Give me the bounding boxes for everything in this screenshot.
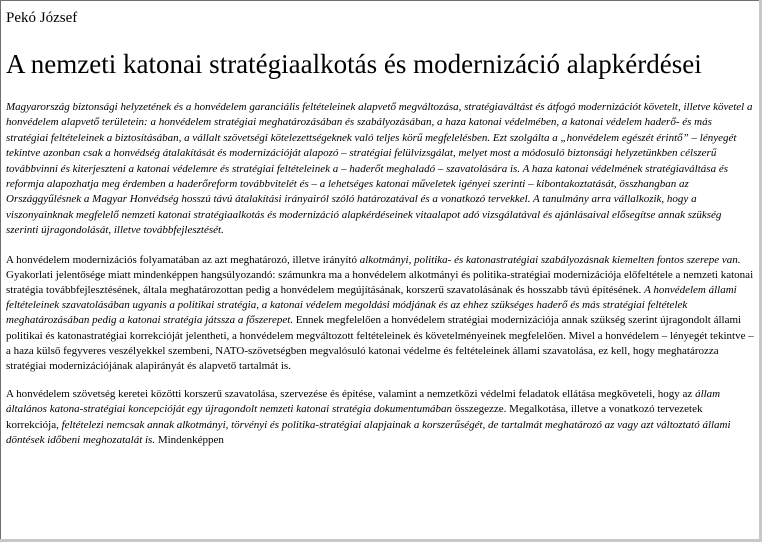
abstract-paragraph: Magyarország biztonsági helyzetének és a honvédelem garanciális feltételeinek alapvető megváltozása, stratégiaváltást és átfogó modernizációt követelt, illetve követel a honvédelem alapvető területein: a honvédelem stratégiai meghatározásában és szabályozásában, a haza katonai védelmében, a katonai védelem haderő- és más stratégiai feltételeinek a biztosításában, a vállalt szövetségi kötelezettségeknek való teljes körű megfelelésben. Ezt szolgálta a „honvédelem egészét érintő” – lényegét tekintve azonban csak a honvédség átalakítását és modernizációját alapozó – stratégiai felülvizsgálat, melyet most a módosuló biztonsági helyzetünkben célszerű továbbvinni és kiterjeszteni a katonai védelemre és stratégiai feltételeinek a – haderőt meghaladó – szavatolására is. A haza katonai védelmének stratégiaváltása és reformja alapozhatja meg érdemben a haderőreform továbbvitelét és – a lehetséges katonai műveletek igényei szerinti – kibontakoztatását, összhangban az Országgyűlésnek a Magyar Honvédség hosszú távú átalakítási irányairól szóló határozatával és a vonatkozó tervekkel. A tanulmány arra vállalkozik, hogy a viszonyainknak megfelelő nemzeti katonai stratégiaalkotás és modernizáció alapkérdéseinek vitaalapot adó vizsgálatával és ajánlásaival elősegítse annak szükség szerinti újragondolását, illetve továbbfejlesztését. bbox=[6, 101, 753, 237]
text-run: Mindenképpen bbox=[155, 433, 224, 446]
author-name: Pekó József bbox=[6, 10, 78, 26]
text-run: Gyakorlati jelentősége miatt mindenképpen hangsúlyozandó: számunkra ma a honvédelem alkotmányi és politika-stratégiai modernizációja előfeltétele a nemzeti katonai stratégia továbbfejlesztésének, általa meghatározottan pedig a honvédelem megújításának, korszerű szavatolásának és hosszabb távú építésének. bbox=[6, 268, 754, 297]
document-content bbox=[6, 9, 756, 461]
text-run-italic: A honvédelem állami feltételeinek szavatolásában ugyanis a politikai stratégia, a katonai védelem megoldási módjának és az ehhez szükséges haderő és más stratégiai feltételek meghatározásában pedig a katonai stratégia játssza a főszerepet. bbox=[6, 284, 737, 327]
text-run: A honvédelem modernizációs folyamatában az azt meghatározó, illetve irányító bbox=[6, 253, 360, 266]
body-paragraph-2 bbox=[6, 387, 756, 448]
text-run-italic: feltételezi nemcsak annak alkotmányi, törvényi és politika-stratégiai alapjainak a korszerűségét, de tartalmát meghatározó az vagy azt változtató állami döntések időbeni meghozatalát is. bbox=[6, 418, 731, 446]
article-title: A nemzeti katonai stratégiaalkotás és modernizáció alapkérdései bbox=[6, 49, 702, 79]
body-paragraph-1 bbox=[6, 253, 756, 375]
text-run: összegezze. Megalkotása, illetve a vonatkozó tervezetek korrekciója, bbox=[6, 403, 703, 431]
text-run-italic: állam általános katona-stratégiai koncepcióját egy újragondolt nemzeti katonai stratégia dokumentumában bbox=[6, 388, 721, 416]
text-run: A honvédelem szövetség keretei közötti korszerű szavatolása, szervezése és építése, valamint a nemzetközi védelmi feladatok ellátása megköveteli, hogy az bbox=[6, 388, 696, 401]
text-run-italic: alkotmányi, politika- és katonastratégiai szabályozásnak kiemelten fontos szerepe van. bbox=[359, 253, 741, 266]
text-run: Ennek megfelelően a honvédelem stratégiai modernizációja annak szükség szerint újragondolt állami politikai és katonastratégiai korrekcióját jelentheti, a honvédelem megváltozott feltételeinek és követelményeinek megfelelően. Mivel a honvédelem – lényegét tekintve – a haza külső fegyveres veszélyekkel szembeni, NATO-szövetségben megvalósuló katonai védelme és feltételeinek állami szavatolása, ez kell, hogy meghatározza stratégiai modernizációjának alapirányát és alapvető tartalmát is. bbox=[6, 314, 754, 373]
